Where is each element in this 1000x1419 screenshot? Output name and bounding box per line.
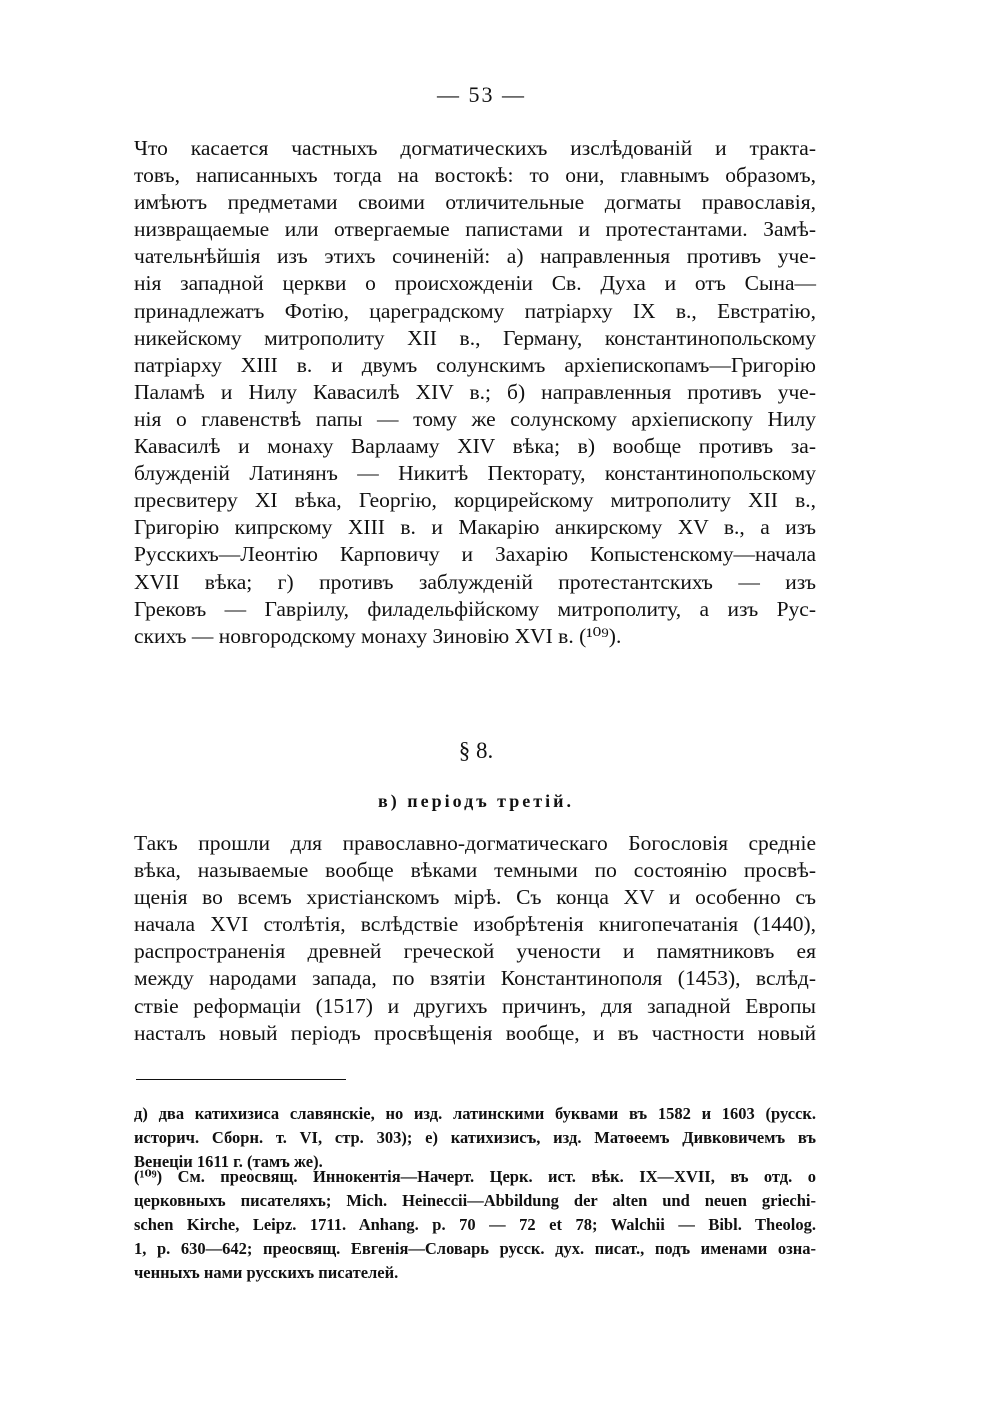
footnote-line: д) два катихизиса славянскіе, но изд. латинскими буквами въ 1582 и 1603 (русск.: [134, 1104, 816, 1123]
text-line: чательнѣйшія изъ этихъ сочиненій: а) направленныя противъ уче-: [134, 244, 816, 269]
text-line: насталъ новый періодъ просвѣщенія вообще, и въ частности новый: [134, 1020, 816, 1045]
text-line: Грековъ — Гавріилу, филадельфійскому митрополиту, а изъ Рус-: [134, 596, 816, 621]
text-line: патріарху XIII в. и двумъ солунскимъ архіепископамъ—Григорію: [134, 352, 816, 377]
text-line: распространенія древней греческой учености и памятниковъ ея: [134, 939, 816, 964]
text-line: пресвитеру XI вѣка, Георгію, корцирейскому митрополиту XII в.,: [134, 488, 816, 513]
footnote-line: церковныхъ писателяхъ; Mich. Heineccii—Abbildung der alten und neuen griechi-: [134, 1191, 816, 1210]
footnote-line: Венеціи 1611 г. (тамъ же).: [134, 1152, 323, 1171]
text-line: имѣютъ предметами своими отличительные догматы православія,: [134, 190, 816, 215]
footnote-line: schen Kirche, Leipz. 1711. Anhang. p. 70 — 72 et 78; Walchii — Bibl. Theolog.: [134, 1215, 816, 1234]
text-line: Русскихъ—Леонтію Карповичу и Захарію Копыстенскому—начала: [134, 542, 816, 567]
section-number: § 8.: [458, 738, 494, 763]
footnote-line: историч. Сборн. т. VI, стр. 303); е) катихизисъ, изд. Матѳеемъ Дивковичемъ въ: [134, 1128, 816, 1147]
page-number: — 53 —: [437, 82, 526, 107]
text-line: начала XVI столѣтія, вслѣдствіе изобрѣтенія книгопечатанія (1440),: [134, 912, 816, 937]
footnote-109: [134, 1165, 816, 1285]
main-paragraph-1: [134, 135, 816, 650]
text-line: XVII вѣка; г) противъ заблужденій протестантскихъ — изъ: [134, 569, 816, 594]
section-title: в) періодъ третій.: [378, 791, 574, 811]
text-line: Кавасилѣ и монаху Варлааму XIV вѣка; в) вообще противъ за-: [134, 434, 816, 459]
text-line: Паламѣ и Нилу Кавасилѣ XIV в.; б) направленныя противъ уче-: [134, 379, 816, 404]
text-line: никейскому митрополиту XII в., Герману, константинопольскому: [134, 325, 816, 350]
text-line: нія о главенствѣ папы — тому же солунскому архіепископу Нилу: [134, 406, 816, 431]
text-line: ствіе реформаціи (1517) и другихъ причинъ, для западной Европы: [134, 993, 816, 1018]
text-line: низвращаемые или отвергаемые папистами и протестантами. Замѣ-: [134, 217, 816, 242]
text-line: между народами запада, по взятіи Константинополя (1453), вслѣд-: [134, 966, 816, 991]
text-line: блужденій Латинянъ — Никитѣ Пекторату, константинопольскому: [134, 461, 816, 486]
text-line: Такъ прошли для православно-догматическаго Богословія средніе: [134, 831, 816, 855]
footnote-line: (¹⁰⁹) См. преосвящ. Иннокентія—Начерт. Церк. ист. вѣк. IX—XVII, въ отд. о: [134, 1167, 816, 1186]
text-line: принадлежатъ Фотію, цареградскому патріарху IX в., Евстратію,: [134, 298, 816, 323]
text-line: Что касается частныхъ догматическихъ изслѣдованій и тракта-: [134, 136, 816, 160]
text-line: нія западной церкви о происхожденіи Св. Духа и отъ Сына—: [134, 271, 816, 296]
text-line: вѣка, называемые вообще вѣками темными по состоянію просвѣ-: [134, 858, 816, 883]
text-line: скихъ — новгородскому монаху Зиновію XVI в. (¹⁰⁹).: [134, 623, 622, 648]
text-line: Григорію кипрскому XIII в. и Макарію анкирскому XV в., а изъ: [134, 515, 816, 540]
footnote-line: 1, p. 630—642; преосвящ. Евгенія—Словарь русск. дух. писат., подъ именами озна-: [134, 1239, 816, 1258]
footnote-divider: [136, 1079, 346, 1080]
footnote-line: ченныхъ нами русскихъ писателей.: [134, 1263, 399, 1282]
text-line: щенія во всемъ христіанскомъ мірѣ. Съ конца XV и особенно съ: [134, 885, 816, 910]
text-line: товъ, написанныхъ тогда на востокѣ: то они, главнымъ образомъ,: [134, 163, 816, 188]
footnote-continued: [134, 1102, 816, 1174]
main-paragraph-2: [134, 830, 816, 1047]
